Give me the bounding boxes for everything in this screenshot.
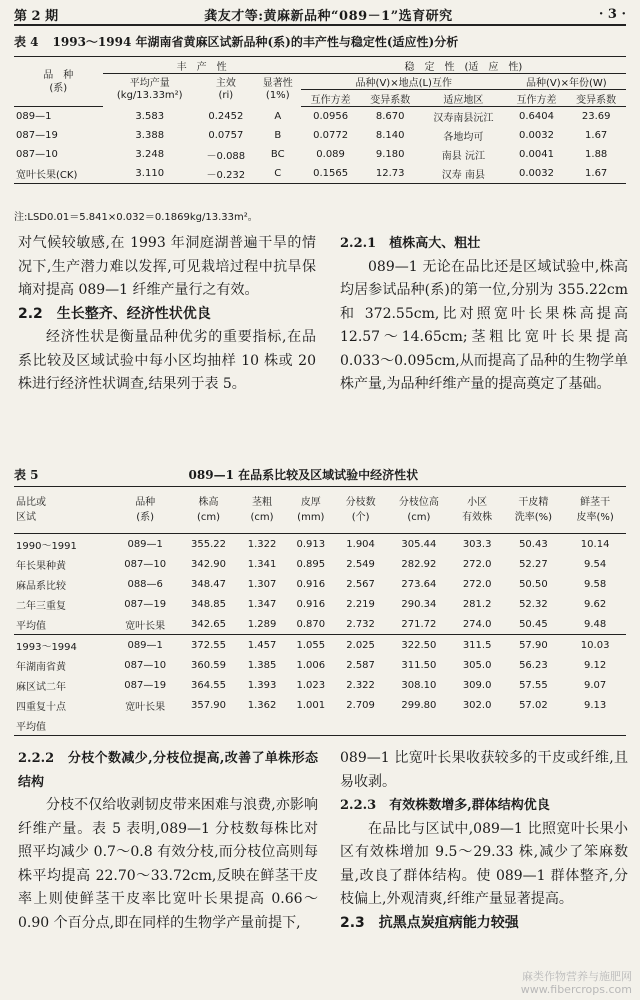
table5-cell: 10.14 xyxy=(580,538,610,550)
table5-cell: 348.85 xyxy=(191,598,227,610)
table4-cell: 各地均可 xyxy=(443,132,484,143)
table5-cell: 342.90 xyxy=(191,558,227,570)
table5-cell: 年湖南省黄 xyxy=(16,661,66,673)
table4-group-yield: 丰 产 性 xyxy=(103,57,301,74)
table5-cell: 1.904 xyxy=(346,538,375,550)
paragraph: 经济性状是衡量品种优劣的重要指标,在品系比较及区域试验中每小区均抽样 10 株或 20 株进行经济性状调查,结果列于表 5。 xyxy=(18,329,316,392)
table5-cell: 355.22 xyxy=(191,538,227,550)
table4-group-stability: 稳 定 性 (适 应 性) xyxy=(301,57,626,74)
table5-cell: 299.80 xyxy=(401,699,437,711)
table5-cell: 四重复十点 xyxy=(16,701,66,713)
table5-row xyxy=(14,614,626,635)
table5-cell: 57.90 xyxy=(519,639,548,651)
table5-cell: 9.07 xyxy=(583,679,607,691)
table5-row xyxy=(14,675,626,695)
table4-cell: －0.232 xyxy=(206,170,246,181)
table5-cell xyxy=(286,715,335,736)
table4-row xyxy=(14,145,626,164)
table5-cell: 1.457 xyxy=(247,639,277,651)
table5-cell: 360.59 xyxy=(191,659,227,671)
table4-cell: 0.1565 xyxy=(313,168,349,179)
column-top-left xyxy=(18,232,316,397)
table5-cell: 087—10 xyxy=(124,558,167,570)
table5-cell: 2.567 xyxy=(346,578,375,590)
table5-header: 小区 有效株 xyxy=(452,487,503,534)
watermark-line: 麻类作物营养与施肥网 xyxy=(522,970,632,983)
table5-cell: 9.62 xyxy=(583,598,607,610)
table5-cell: 平均值 xyxy=(14,614,111,635)
table5-row xyxy=(14,635,626,656)
table4-col-variety: 品 种 (系) xyxy=(14,57,103,107)
table5-cell: 2.219 xyxy=(346,598,375,610)
table5-cell: 1.341 xyxy=(247,558,277,570)
paragraph: 在品比与区试中,089—1 比照宽叶长果小区有效株增加 9.5～29.33 株,减少了笨麻数量,改良了群体结构。使 089—1 群体整齐,分枝偏上,外观清爽,纤维产量显著提高。 xyxy=(340,820,628,907)
table5-cell: 50.50 xyxy=(519,578,548,590)
table4-cell: 0.6404 xyxy=(519,111,555,122)
table5-body xyxy=(14,534,626,736)
table4-cell: 8.670 xyxy=(375,111,405,122)
table5-header: 品种 (系) xyxy=(111,487,179,534)
table4-cell: 汉寿南县沅江 xyxy=(433,113,494,124)
table4-row xyxy=(14,164,626,184)
table5-cell: 272.0 xyxy=(462,578,492,590)
table5-cell: 9.48 xyxy=(564,614,626,635)
table4-header: 适应地区 xyxy=(420,90,507,107)
table5-cell: 宽叶长果 xyxy=(125,701,166,713)
column-bottom-left xyxy=(18,747,318,935)
table5-cell: 52.27 xyxy=(519,558,548,570)
table5 xyxy=(14,486,626,736)
table5-cell: 1.393 xyxy=(247,679,277,691)
table5-cell: 麻区试二年 xyxy=(16,681,66,693)
table5-row xyxy=(14,554,626,574)
table4-header: 互作方差 xyxy=(301,90,361,107)
table4 xyxy=(14,56,626,184)
table5-cell: 311.50 xyxy=(401,659,437,671)
table4-cell: 汉寿 南县 xyxy=(441,170,485,181)
table5-cell: 0.870 xyxy=(286,614,335,635)
paragraph: 089—1 无论在品比还是区域试验中,株高均居参试品种(系)的第一位,分别为 355.22cm 和 372.55cm,比对照宽叶长果株高提高 12.57～14.65cm;茎粗比宽叶长果提高 0.033～0.095cm,从而提高了品种的生物学单株产量,为品种纤维产量的提高奠定了基础。 xyxy=(340,258,628,392)
table4-header: 互作方差 xyxy=(507,90,567,107)
table4-cell: 0.0772 xyxy=(313,130,349,141)
table5-cell: 322.50 xyxy=(401,639,437,651)
table5-cell: 089—1 xyxy=(127,639,163,651)
table5-cell: 2.709 xyxy=(346,699,375,711)
table5-cell: 2.025 xyxy=(346,639,375,651)
subsection-heading-2-2-1: 2.2.1 植株高大、粗壮 xyxy=(340,236,481,251)
table5-cell: 1.362 xyxy=(247,699,277,711)
page-number: · 3 · xyxy=(598,6,626,22)
table4-cell: 南县 沅江 xyxy=(441,151,485,162)
table5-cell: 二年三重复 xyxy=(16,600,66,612)
table4-cell: 9.180 xyxy=(375,149,405,160)
table4-cell: 1.67 xyxy=(585,130,608,141)
table4-cell: C xyxy=(274,168,282,179)
table5-row xyxy=(14,594,626,614)
table4-header: 主效 (ri) xyxy=(215,78,236,102)
table4-cell: 0.0041 xyxy=(519,149,555,160)
table4-cell: BC xyxy=(270,149,285,160)
table5-cell: 2.732 xyxy=(335,614,386,635)
table5-cell: 0.916 xyxy=(296,578,326,590)
table5-row xyxy=(14,655,626,675)
table5-cell: 1990～1991 xyxy=(16,540,77,552)
paragraph: 分枝不仅给收剥韧皮带来困难与浪费,亦影响纤维产量。表 5 表明,089—1 分枝数每株比对照平均减少 0.7～0.8 有效分枝,而分枝位高则每株平均提高 22.70～33.72cm,反映在鲜茎干皮率上则使鲜茎干皮率比宽叶长果提高 0.66～0.90 个百分点,即在同样的生物学产量前提下, xyxy=(18,797,318,931)
table5-header-row xyxy=(14,487,626,534)
table5-cell: 1.006 xyxy=(296,659,326,671)
table4-header: 显著性 (1%) xyxy=(262,78,293,102)
table5-cell: 9.54 xyxy=(583,558,607,570)
table5-header: 分枝数 (个) xyxy=(335,487,386,534)
table5-cell: 274.0 xyxy=(452,614,503,635)
table5-cell: 1.385 xyxy=(247,659,277,671)
table5-cell: 272.0 xyxy=(462,558,492,570)
table5-cell: 57.55 xyxy=(519,679,548,691)
table5-cell: 309.0 xyxy=(462,679,492,691)
table5-row xyxy=(14,695,626,715)
table5-cell: 0.895 xyxy=(296,558,326,570)
table4-cell: 3.583 xyxy=(135,110,165,122)
issue-number: 第 2 期 xyxy=(14,8,59,24)
table5-cell: 1.347 xyxy=(247,598,277,610)
table5-cell: 1.055 xyxy=(296,639,326,651)
table4-cell: 089—1 xyxy=(16,111,52,122)
table5-cell: 308.10 xyxy=(401,679,437,691)
table4-cell: 宽叶长果(CK) xyxy=(16,170,78,181)
table4-cell: 087—10 xyxy=(16,149,58,160)
table5-cell: 088—6 xyxy=(127,578,163,590)
table5-caption xyxy=(14,466,626,483)
table4-body xyxy=(14,107,626,184)
table4-sub-vy: 品种(V)×年份(W) xyxy=(507,74,626,90)
table4-note: 注:LSD0.01＝5.841×0.032＝0.1869kg/13.33m²。 xyxy=(14,212,258,223)
table5-cell: 52.32 xyxy=(519,598,548,610)
table5-cell: 9.12 xyxy=(583,659,607,671)
table5-cell: 1.307 xyxy=(247,578,277,590)
table4-header: 平均产量 (kg/13.33m²) xyxy=(116,78,183,102)
table5-cell: 372.55 xyxy=(191,639,227,651)
table5-cell: 9.58 xyxy=(583,578,607,590)
table5-cell xyxy=(111,715,179,736)
watermark xyxy=(521,970,632,996)
table4-cell: 0.089 xyxy=(316,149,345,160)
table5-cell: 364.55 xyxy=(191,679,227,691)
table5-cell: 1.322 xyxy=(247,538,277,550)
table5-cell: 57.02 xyxy=(519,699,548,711)
table5-cell: 087—19 xyxy=(124,598,167,610)
table5-cell: 2.322 xyxy=(346,679,375,691)
table5-cell: 0.913 xyxy=(296,538,326,550)
table5-cell: 2.587 xyxy=(346,659,375,671)
table5-cell: 281.2 xyxy=(462,598,492,610)
table5-cell: 1.289 xyxy=(238,614,287,635)
table4-title: 1993～1994 年湖南省黄麻区试新品种(系)的丰产性与稳定性(适应性)分析 xyxy=(52,35,459,49)
table5-cell: 305.0 xyxy=(462,659,492,671)
table5-row xyxy=(14,574,626,594)
table4-cell: 3.388 xyxy=(135,130,165,141)
table5-cell: 311.5 xyxy=(462,639,492,651)
table5-cell: 303.3 xyxy=(462,538,492,550)
subsection-heading-2-2-2: 2.2.2 分枝个数减少,分枝位提高,改善了单株形态结构 xyxy=(18,751,318,790)
table5-cell: 1.001 xyxy=(296,699,326,711)
section-heading-2-2: 2.2 生长整齐、经济性状优良 xyxy=(18,305,211,322)
table5-header: 干皮精 洗率(%) xyxy=(503,487,565,534)
table5-cell: 2.549 xyxy=(346,558,375,570)
table5-cell: 1.023 xyxy=(296,679,326,691)
table4-cell: 8.140 xyxy=(375,130,405,141)
table5-cell: 50.45 xyxy=(503,614,565,635)
table5-cell: 273.64 xyxy=(401,578,437,590)
table5-cell xyxy=(335,715,386,736)
column-top-right xyxy=(340,232,628,397)
table5-cell: 302.0 xyxy=(462,699,492,711)
table4-label: 表 4 xyxy=(14,35,39,49)
table5-row xyxy=(14,715,626,736)
table4-cell: 3.248 xyxy=(135,149,165,160)
table5-cell: 平均值 xyxy=(14,715,111,736)
table5-cell: 1993～1994 xyxy=(16,641,77,653)
table5-cell xyxy=(238,715,287,736)
table5-cell: 342.65 xyxy=(179,614,237,635)
table5-header: 品比或 区试 xyxy=(14,487,111,534)
table4-cell: 3.110 xyxy=(135,168,165,179)
table4-cell: 1.67 xyxy=(585,168,608,179)
column-bottom-right xyxy=(340,747,628,935)
table5-cell: 年长果种黄 xyxy=(16,560,66,572)
table4-cell: －0.088 xyxy=(206,151,246,162)
table4-cell: 23.69 xyxy=(581,111,611,122)
header-title: 龚友才等:黄麻新品种“089－1”选育研究 xyxy=(204,8,453,24)
table5-cell: 089—1 xyxy=(127,538,163,550)
table5-header: 鲜茎干 皮率(%) xyxy=(564,487,626,534)
table5-header: 皮厚 (mm) xyxy=(286,487,335,534)
table5-cell xyxy=(564,715,626,736)
running-header xyxy=(14,4,626,26)
table5-label: 表 5 xyxy=(14,468,39,482)
table4-header: 变异系数 xyxy=(566,90,626,107)
table4-cell: 087—19 xyxy=(16,130,58,141)
watermark-line: www.fibercrops.com xyxy=(520,983,632,996)
table5-cell: 56.23 xyxy=(519,659,548,671)
table5-row xyxy=(14,534,626,555)
table4-cell: 0.0032 xyxy=(519,130,555,141)
table4-cell: 1.88 xyxy=(585,149,608,160)
table4-header: 变异系数 xyxy=(360,90,420,107)
table5-cell: 282.92 xyxy=(401,558,437,570)
table5-cell: 50.43 xyxy=(519,538,548,550)
table5-cell xyxy=(452,715,503,736)
table5-cell: 9.13 xyxy=(583,699,607,711)
table5-cell: 271.72 xyxy=(386,614,452,635)
table5-cell: 0.916 xyxy=(296,598,326,610)
paragraph: 对气候较敏感,在 1993 年洞庭湖普遍干旱的情况下,生产潜力难以发挥,可见栽培过程中抗旱保墒对提高 089—1 纤维产量行之有效。 xyxy=(18,235,316,298)
table4-cell: B xyxy=(274,130,282,141)
table5-header: 分枝位高 (cm) xyxy=(386,487,452,534)
table4-cell: 0.2452 xyxy=(208,110,244,122)
table5-cell: 087—10 xyxy=(124,659,167,671)
section-heading-2-3: 2.3 抗黑点炭疽病能力较强 xyxy=(340,914,519,931)
table4-cell: 0.0757 xyxy=(208,130,244,141)
table5-cell xyxy=(503,715,565,736)
table5-cell xyxy=(179,715,237,736)
table4-cell: A xyxy=(274,110,282,122)
table4-row xyxy=(14,126,626,145)
table4-cell: 0.0032 xyxy=(519,168,555,179)
table4-row xyxy=(14,107,626,127)
table4-cell: 12.73 xyxy=(375,168,405,179)
table5-cell: 麻品系比较 xyxy=(16,580,66,592)
table4-sub-vl: 品种(V)×地点(L)互作 xyxy=(301,74,507,90)
table5-title: 089—1 在品系比较及区域试验中经济性状 xyxy=(188,468,419,482)
table5-header: 茎粗 (cm) xyxy=(238,487,287,534)
table4-cell: 0.0956 xyxy=(313,111,349,122)
table5-cell: 305.44 xyxy=(401,538,437,550)
table5-header: 株高 (cm) xyxy=(179,487,237,534)
table5-cell: 10.03 xyxy=(580,639,610,651)
table4-caption xyxy=(14,33,626,50)
table5-cell xyxy=(386,715,452,736)
table5-cell: 087—19 xyxy=(124,679,167,691)
subsection-heading-2-2-3: 2.2.3 有效株数增多,群体结构优良 xyxy=(340,798,550,813)
table5-cell: 290.34 xyxy=(401,598,437,610)
paragraph: 089—1 比宽叶长果收获较多的干皮或纤维,且易收剥。 xyxy=(340,750,628,790)
table5-cell: 357.90 xyxy=(191,699,227,711)
table5-cell: 宽叶长果 xyxy=(111,614,179,635)
table5-cell: 348.47 xyxy=(191,578,227,590)
